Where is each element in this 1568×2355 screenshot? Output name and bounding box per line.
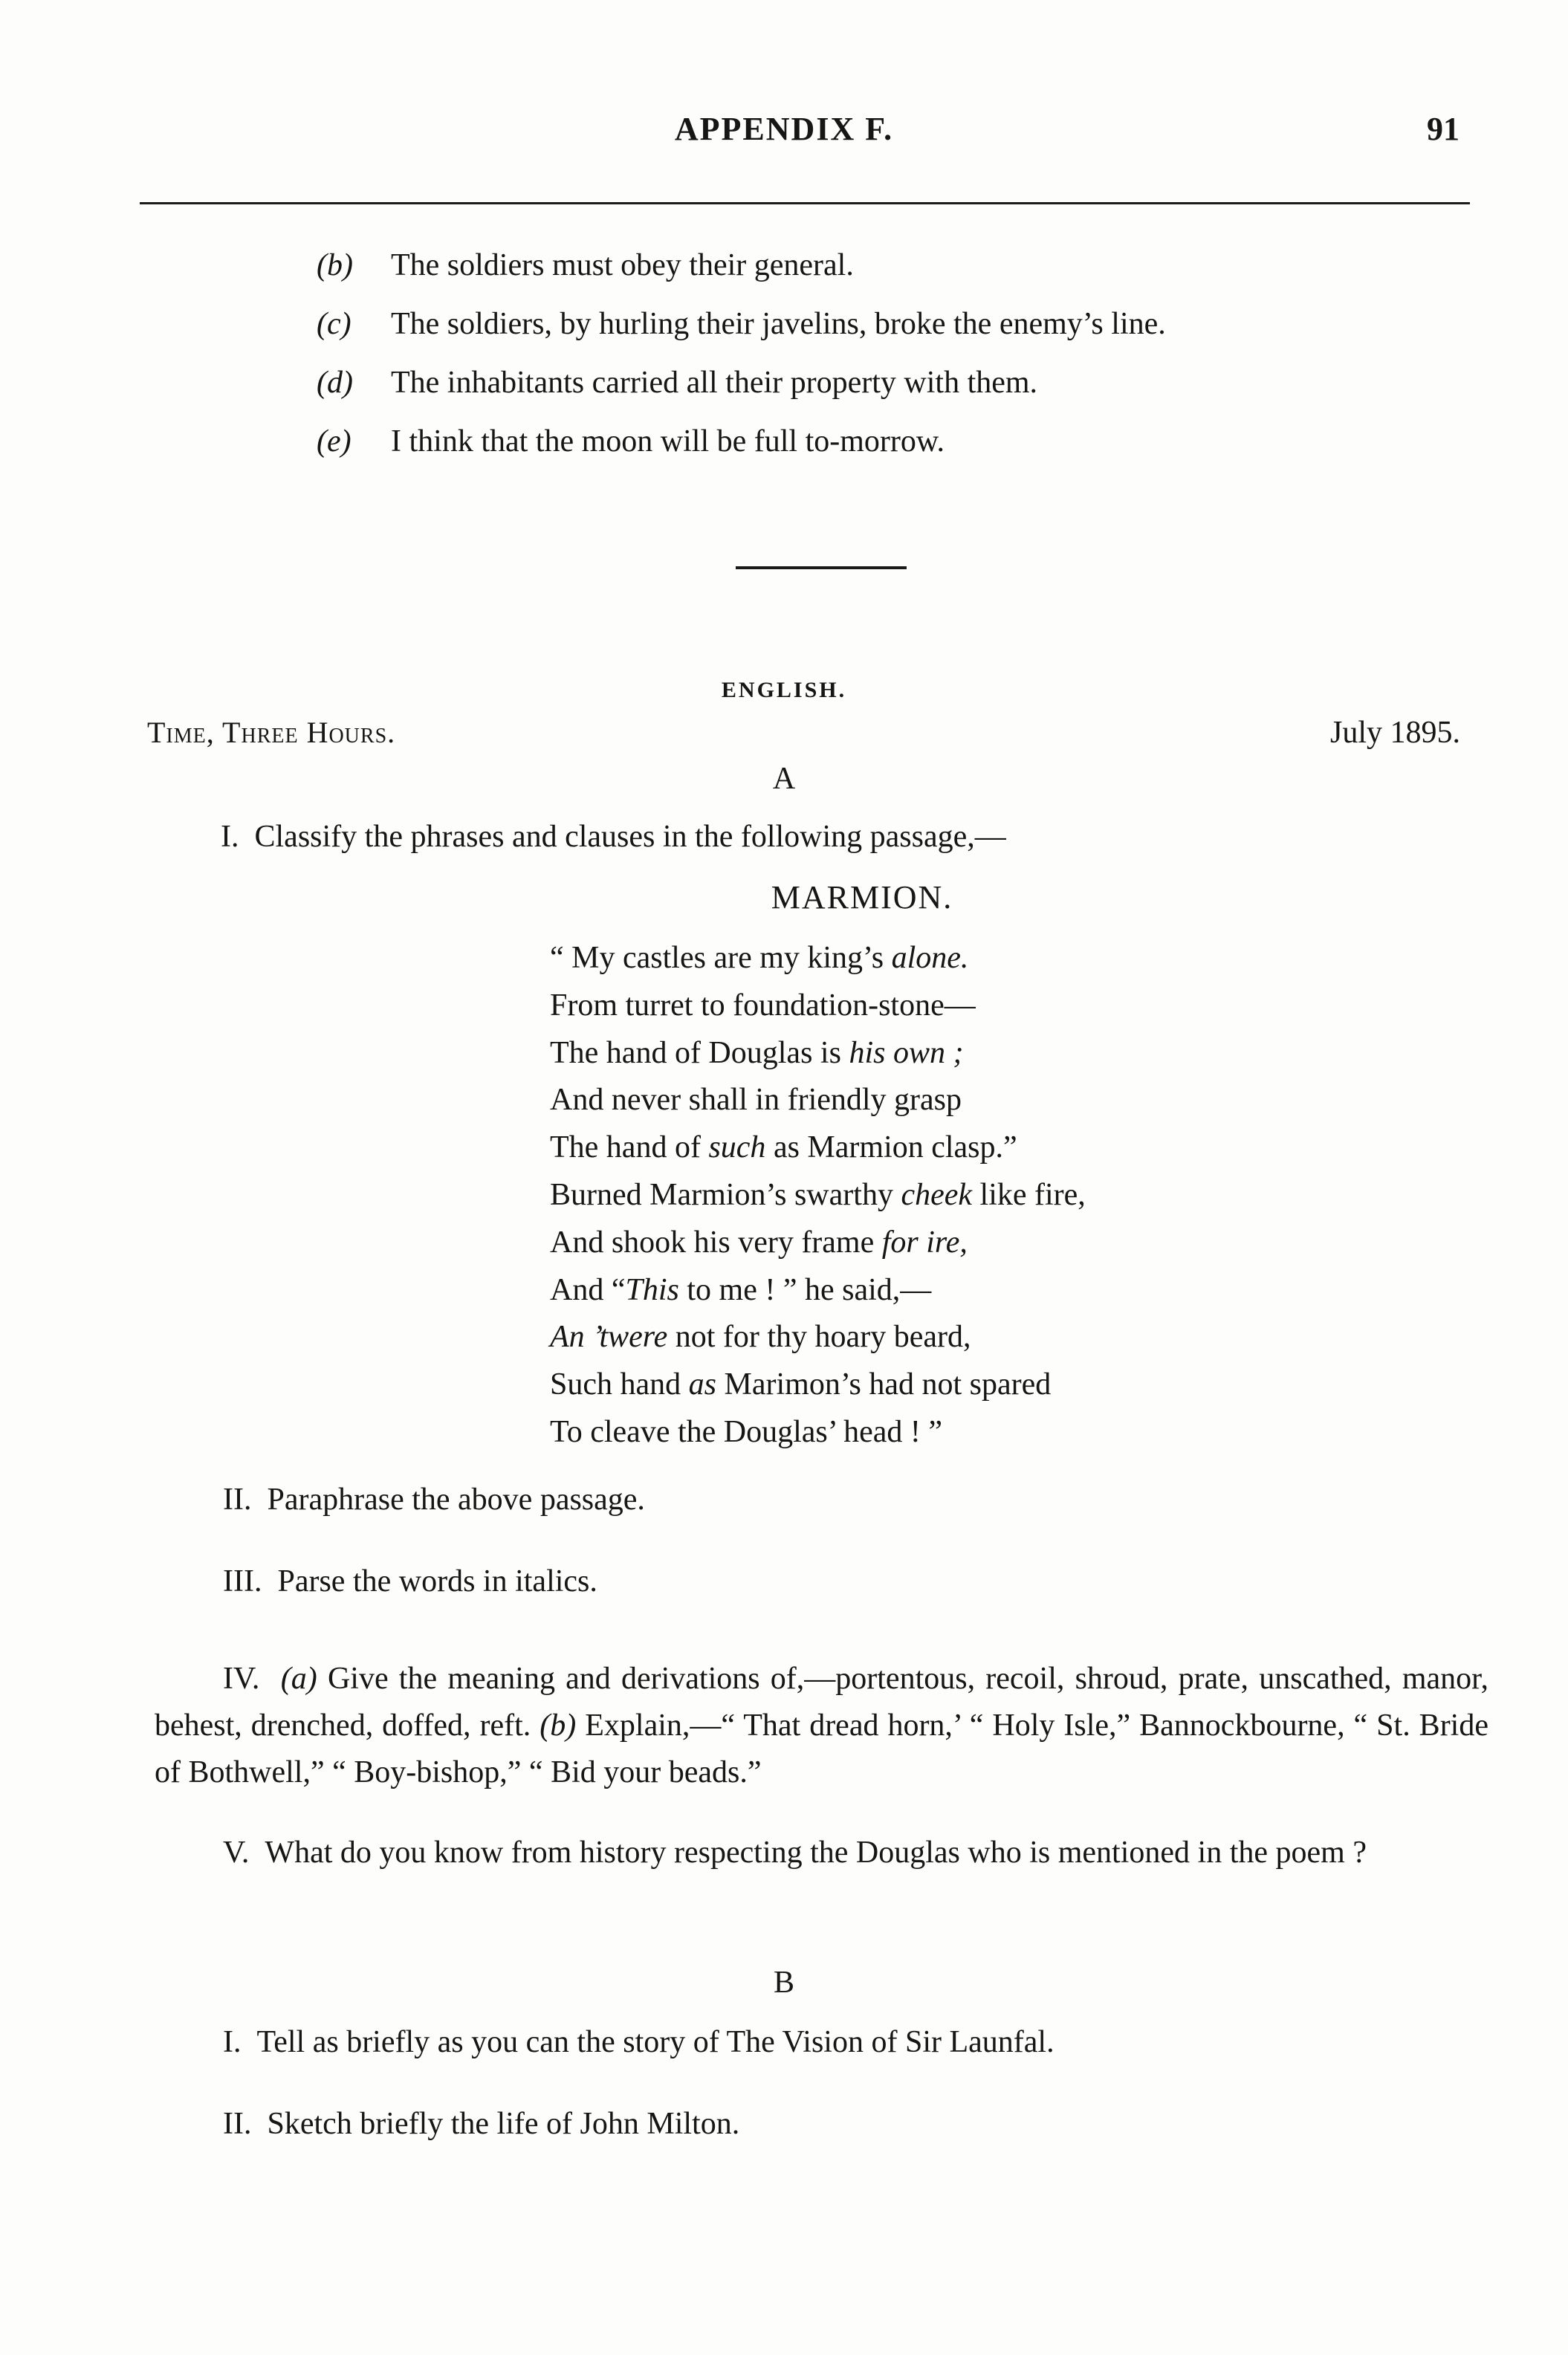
item-text: I think that the moon will be full to-morrow. [391, 424, 945, 459]
question-a1 [221, 819, 1006, 855]
item-marker: (c) [317, 307, 351, 341]
item-marker: (d) [317, 366, 353, 400]
question-text: Tell as briefly as you can the story of The Vision of Sir Launfal. [256, 2025, 1054, 2059]
list-item [317, 365, 1037, 401]
poem-stanza [550, 935, 1086, 1457]
poem-line: The hand of such as Marmion clasp.” [550, 1130, 1017, 1165]
poem-line: Burned Marmion’s swarthy cheek like fire, [550, 1177, 1086, 1212]
question-a2 [223, 1482, 645, 1517]
section-title: ENGLISH. [721, 678, 847, 702]
item-text: The soldiers must obey their general. [391, 248, 854, 282]
part-b-label: B [773, 1966, 794, 2000]
list-item [317, 247, 854, 283]
question-text: Sketch briefly the life of John Milton. [267, 2107, 740, 2141]
poem-line: And shook his very frame for ire, [550, 1225, 968, 1260]
list-item [317, 424, 945, 459]
question-a5 [155, 1830, 1488, 1876]
question-a4: IV. (a) Give the meaning and derivations of,—portentous, recoil, shroud, prate, unscathed, manor, behest, drenched, doffed, reft. (b) Explain,—“ That dread horn,’ “ Holy Isle,” Bannockbourne, “ St. Bride of Bothwell,” “ Boy-bishop,” “ Bid your beads.” [155, 1662, 1488, 1789]
item-text: The soldiers, by hurling their javelins, broke the enemy’s line. [391, 307, 1166, 341]
exam-time: Time, Three Hours. [147, 716, 396, 749]
question-b1 [223, 2024, 1054, 2060]
question-number: II. [223, 1483, 252, 1517]
question-number: III. [223, 1564, 262, 1598]
item-text: The inhabitants carried all their property with them. [391, 366, 1038, 400]
poem-line: From turret to foundation-stone— [550, 988, 976, 1023]
question-number: IV. [223, 1662, 260, 1696]
question-b2 [223, 2106, 739, 2142]
question-text: Parse the words in italics. [277, 1564, 597, 1598]
item-marker: (e) [317, 424, 351, 459]
item-marker: (b) [317, 248, 353, 282]
question-a3 [223, 1564, 597, 1599]
question-text: What do you know from history respecting the Douglas who is mentioned in the poem ? [265, 1836, 1367, 1870]
page-number: 91 [1427, 111, 1460, 147]
part-a-label: A [772, 762, 796, 796]
running-header: APPENDIX F. [674, 111, 894, 147]
header-rule [140, 202, 1470, 204]
question-text: Classify the phrases and clauses in the following passage,— [254, 820, 1006, 854]
poem-line: Such hand as Marimon’s had not spared [550, 1367, 1052, 1402]
question-number: II. [223, 2107, 252, 2141]
list-item [317, 306, 1166, 342]
poem-line: And never shall in friendly grasp [550, 1083, 962, 1118]
question-text: Paraphrase the above passage. [267, 1483, 645, 1517]
section-divider [736, 566, 907, 569]
poem-line: And “This to me ! ” he said,— [550, 1272, 932, 1307]
poem-line: To cleave the Douglas’ head ! ” [550, 1414, 943, 1449]
question-number: I. [221, 820, 239, 854]
exam-date: July 1895. [1330, 716, 1461, 750]
poem-line: “ My castles are my king’s alone. [550, 941, 969, 975]
question-number: I. [223, 2025, 242, 2059]
question-number: V. [223, 1836, 250, 1870]
poem-title: MARMION. [771, 879, 953, 916]
poem-line: An ’twere not for thy hoary beard, [550, 1320, 971, 1355]
poem-line: The hand of Douglas is his own ; [550, 1035, 964, 1070]
